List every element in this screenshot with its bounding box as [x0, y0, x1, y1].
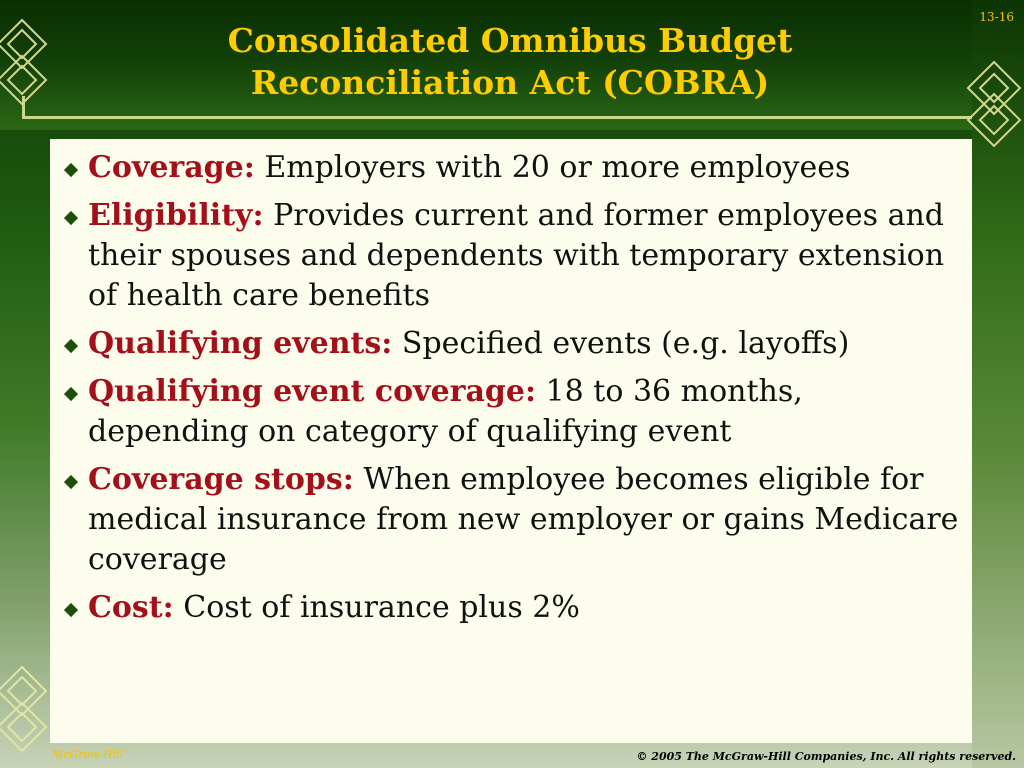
bullet-term: Coverage stops:: [88, 462, 354, 497]
bullet-text: When employee becomes eligible for medical insurance from new employer or gains Medicare coverage: [88, 462, 959, 577]
bullet-text: Specified events (e.g. layoffs): [392, 326, 850, 361]
slide-title: [160, 20, 860, 104]
diamond-ornament-icon: [0, 665, 48, 755]
bullet-text: Cost of insurance plus 2%: [173, 590, 580, 625]
bullet-term: Coverage:: [88, 150, 255, 185]
diamond-bullet-icon: [64, 211, 78, 225]
bullet-list: [64, 148, 964, 636]
bullet-text: Employers with 20 or more employees: [254, 150, 851, 185]
footer-publisher: McGraw-Hill: [52, 748, 124, 761]
bullet-text: Provides current and former employees and their spouses and dependents with temporary extension of health care benefits: [88, 198, 945, 313]
bullet-item-cost: [64, 588, 964, 628]
bullet-item-eligibility: [64, 196, 964, 316]
diamond-ornament-icon: [966, 60, 1024, 150]
title-line-2: Reconciliation Act (COBRA): [250, 63, 770, 102]
bullet-item-coverage-stops: [64, 460, 964, 580]
diamond-bullet-icon: [64, 603, 78, 617]
page-number: 13-16: [979, 10, 1014, 24]
bullet-term: Qualifying event coverage:: [88, 374, 537, 409]
bullet-text: 18 to 36 months, depending on category of qualifying event: [88, 374, 803, 449]
diamond-bullet-icon: [64, 163, 78, 177]
bullet-item-qualifying-events: [64, 324, 964, 364]
title-line-1: Consolidated Omnibus Budget: [227, 21, 793, 60]
diamond-bullet-icon: [64, 475, 78, 489]
bullet-item-qualifying-event-coverage: [64, 372, 964, 452]
bullet-term: Eligibility:: [88, 198, 264, 233]
diamond-bullet-icon: [64, 387, 78, 401]
header-rule: [22, 116, 972, 119]
bullet-term: Qualifying events:: [88, 326, 393, 361]
footer-copyright: © 2005 The McGraw-Hill Companies, Inc. All rights reserved.: [636, 750, 1016, 763]
bullet-term: Cost:: [88, 590, 174, 625]
diamond-bullet-icon: [64, 339, 78, 353]
diamond-ornament-icon: [0, 18, 48, 108]
bullet-item-coverage: [64, 148, 964, 188]
